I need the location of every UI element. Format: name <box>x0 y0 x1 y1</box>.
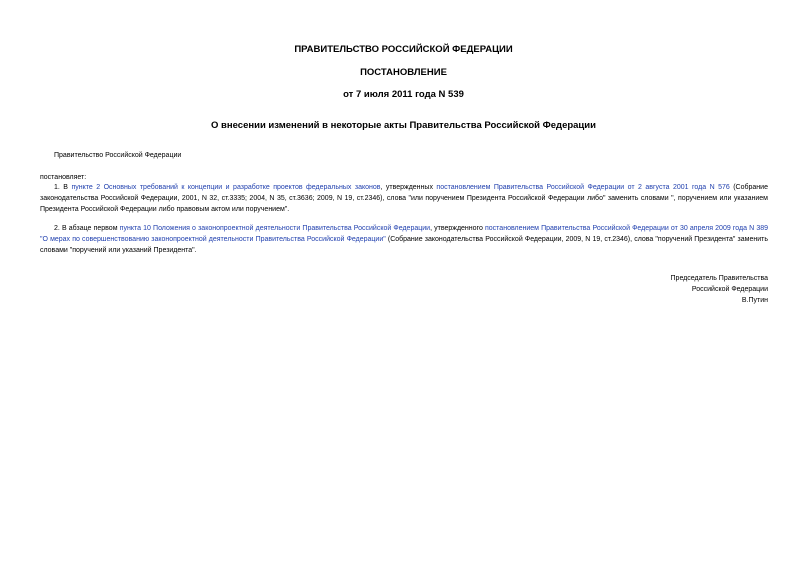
paragraph-2-text: , утвержденного <box>430 225 485 232</box>
document-type-heading: ПОСТАНОВЛЕНИЕ <box>360 67 447 78</box>
resolves-text: постановляет: <box>40 174 87 181</box>
signatory-position: Председатель Правительства <box>670 275 768 282</box>
paragraph-1-text: , утвержденных <box>380 184 437 191</box>
signatory-name: В.Путин <box>741 297 768 304</box>
document-title: О внесении изменений в некоторые акты Правительства Российской Федерации <box>211 120 596 131</box>
link-clause-2-basic-requirements[interactable]: пункте 2 Основных требований к концепции и разработке проектов федеральных законов <box>71 184 381 191</box>
link-resolution-389[interactable]: постановлением Правительства Российской Федерации от 30 апреля 2009 года N 389 "О мерах по совершенствованию законопроектной деятельности Правительства Российской Федерации" <box>40 225 768 243</box>
paragraph-1-text: (Собрание законодательства Российской Федерации, 2001, N 32, ст.3335; 2004, N 35, ст.3636; 2009, N 19, ст.2346), слова "или поручением Президента Российской Федерации либо" заменить словами ", поручением или указанием Президента Российской Федерации либо правовым актом или поручением". <box>40 184 768 213</box>
paragraph-2 <box>40 223 768 256</box>
document-date-number: от 7 июля 2011 года N 539 <box>343 89 464 100</box>
link-resolution-576[interactable]: постановлением Правительства Российской Федерации от 2 августа 2001 года N 576 <box>436 184 730 191</box>
paragraph-1-text: 1. В <box>54 184 72 191</box>
intro-text: Правительство Российской Федерации <box>54 152 182 159</box>
government-heading: ПРАВИТЕЛЬСТВО РОССИЙСКОЙ ФЕДЕРАЦИИ <box>294 44 513 55</box>
signatory-country: Российской Федерации <box>691 286 768 293</box>
paragraph-1 <box>40 182 768 215</box>
paragraph-2-text: (Собрание законодательства Российской Федерации, 2009, N 19, ст.2346), слова "поручений Президента" заменить словами "поручений или указаний Президента". <box>40 236 768 254</box>
paragraph-2-text: 2. В абзаце первом <box>54 225 120 232</box>
signature-block <box>671 273 768 306</box>
link-clause-10-regulation[interactable]: пункта 10 Положения о законопроектной деятельности Правительства Российской Федерации <box>119 225 431 232</box>
